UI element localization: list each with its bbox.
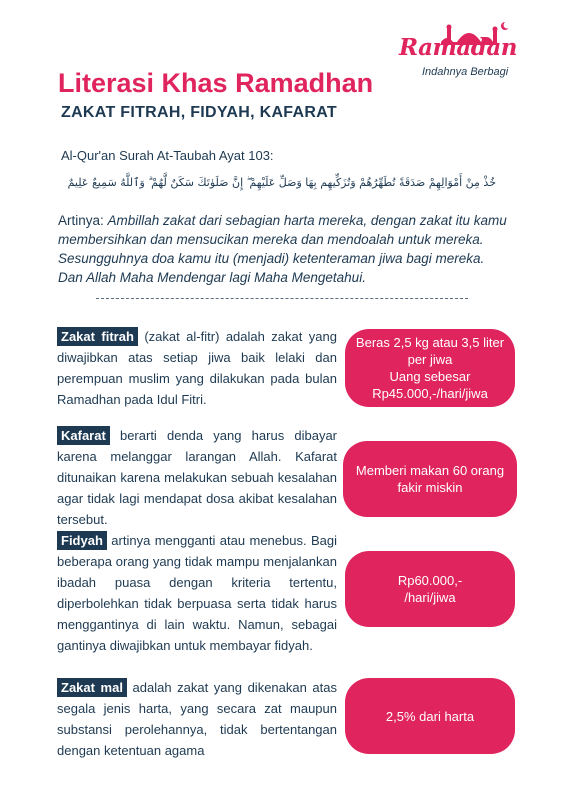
term-badge: Zakat fitrah xyxy=(57,327,138,346)
translation-body: Ambillah zakat dari sebagian harta mereka, dengan zakat itu kamu membersihkan dan mensucikan mereka dan mendoalah untuk mereka. Sesungguhnya doa kamu itu (menjadi) ketenteraman jiwa bagi mereka. Dan Allah Maha Mendengar lagi Maha Mengetahui. xyxy=(58,213,507,285)
highlight-pill: Beras 2,5 kg atau 3,5 liter per jiwa Uang sebesar Rp45.000,-/hari/jiwa xyxy=(345,329,515,407)
term-badge: Zakat mal xyxy=(57,678,127,697)
dashed-divider xyxy=(96,298,468,299)
highlight-pill: Memberi makan 60 orang fakir miskin xyxy=(343,441,517,517)
term-badge: Fidyah xyxy=(57,531,107,550)
translation-lead: Artinya: xyxy=(58,213,108,228)
section-description: berarti denda yang harus dibayar karena melanggar larangan Allah. Kafarat ditunaikan karena melakukan sebuah kesalahan agar tidak lagi mendapat dosa akibat kesalahan tersebut. xyxy=(57,428,337,527)
logo-wordmark: Ramadan xyxy=(399,34,517,61)
quran-translation xyxy=(58,211,508,287)
highlight-pill: 2,5% dari harta xyxy=(345,678,515,754)
section-description: artinya mengganti atau menebus. Bagi beberapa orang yang tidak mampu menjalankan ibadah puasa dengan kriteria tertentu, diperbolehkan tidak berpuasa serta tidak harus menggantinya di lain waktu. Namun, sebagai gantinya diwajibkan untuk membayar fidyah. xyxy=(57,533,337,653)
term-badge: Kafarat xyxy=(57,426,110,445)
quran-arabic-verse: خُذْ مِنْ أَمْوَالِهِمْ صَدَقَةً تُطَهِّرُهُمْ وَتُزَكِّيهِم بِهَا وَصَلِّ عَلَيْهِمْ ۖ إِنَّ صَلَوٰتَكَ سَكَنٌ لَّهُمْ ۗ وَٱللَّهُ سَمِيعٌ عَلِيمٌ xyxy=(67,176,496,189)
section-zakat-mal xyxy=(57,677,337,761)
logo-tagline: Indahnya Berbagi xyxy=(422,66,509,78)
section-description: adalah zakat yang dikenakan atas segala jenis harta, yang secara zat maupun substansi perolehannya, tidak bertentangan dengan ketentuan agama xyxy=(57,680,337,758)
quran-reference: Al-Qur'an Surah At-Taubah Ayat 103: xyxy=(61,148,274,163)
section-kafarat xyxy=(57,425,337,530)
section-description: (zakat al-fitr) adalah zakat yang diwajibkan atas setiap jiwa baik lelaki dan perempuan muslim yang dilakukan pada bulan Ramadhan pada Idul Fitri. xyxy=(57,329,337,407)
highlight-pill: Rp60.000,- /hari/jiwa xyxy=(345,551,515,627)
page-title: Literasi Khas Ramadhan xyxy=(58,68,374,98)
section-zakat-fitrah xyxy=(57,326,337,410)
section-fidyah xyxy=(57,530,337,656)
page-subtitle: ZAKAT FITRAH, FIDYAH, KAFARAT xyxy=(61,104,337,121)
